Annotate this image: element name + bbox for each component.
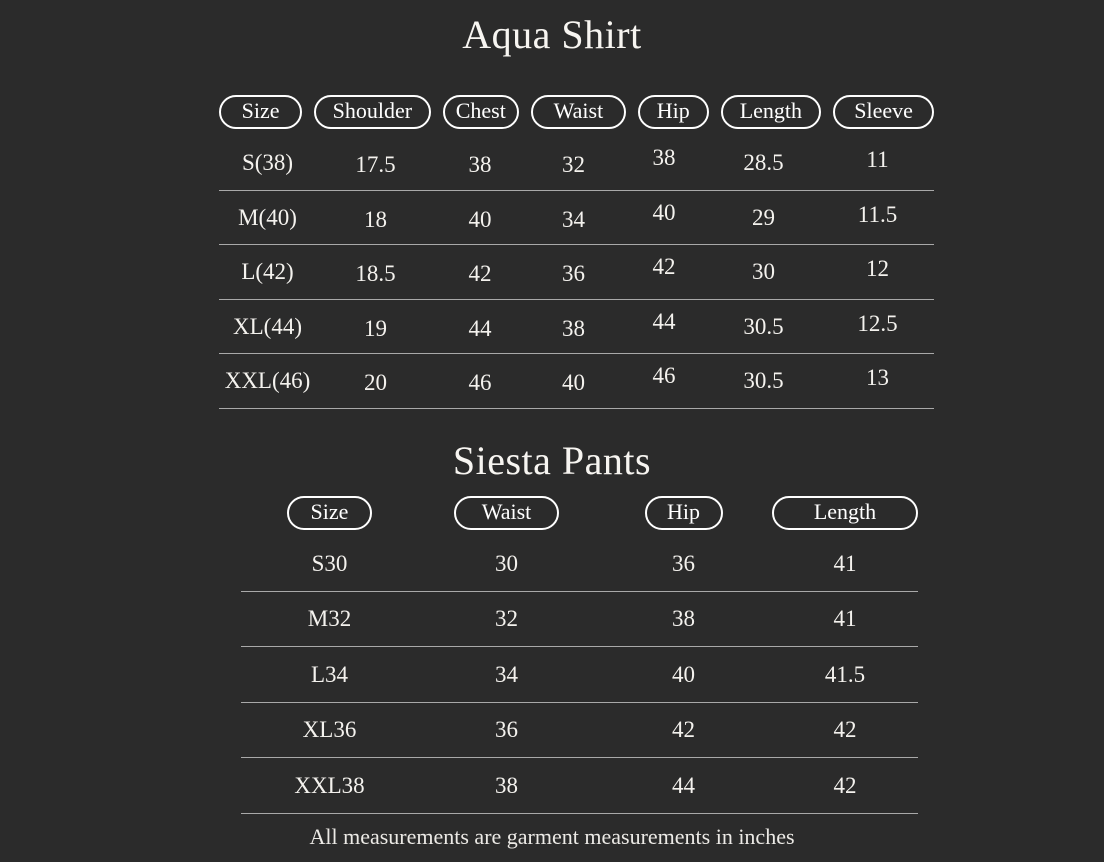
shirt-header-waist	[531, 95, 626, 129]
table-row	[241, 536, 918, 592]
cell-length-value: 29	[752, 204, 775, 230]
cell-length	[706, 315, 821, 338]
cell-shoulder-value: 17.5	[355, 152, 396, 178]
cell-length: 42	[833, 772, 857, 798]
cell-length-value: 30.5	[743, 313, 784, 339]
cell-shoulder	[316, 260, 435, 287]
pants-header-waist	[454, 496, 559, 530]
cell-hip	[622, 254, 706, 283]
cell-sleeve-value: 12	[866, 256, 889, 282]
shirt-header-waist-label: Waist	[553, 98, 604, 123]
cell-chest-value: 44	[468, 315, 492, 341]
cell-hip-value: 38	[652, 145, 676, 171]
cell-shoulder-value: 18.5	[355, 261, 396, 287]
cell-length	[706, 206, 821, 229]
pants-header-hip-label: Hip	[667, 499, 700, 524]
cell-length: 42	[833, 717, 857, 743]
cell-waist	[525, 369, 622, 396]
cell-size: XL(44)	[233, 313, 302, 339]
cell-hip	[622, 363, 706, 392]
pants-header-length-label: Length	[813, 499, 877, 524]
cell-sleeve	[821, 365, 934, 392]
cell-shoulder	[316, 369, 435, 396]
cell-chest	[435, 369, 525, 396]
cell-size: S30	[311, 550, 348, 576]
cell-waist-value: 40	[562, 370, 585, 396]
cell-shoulder	[316, 206, 435, 232]
cell-waist: 36	[495, 717, 518, 743]
cell-sleeve-value: 11	[866, 147, 889, 173]
cell-length	[706, 369, 821, 392]
table-row	[219, 354, 934, 409]
cell-hip-value: 46	[652, 363, 676, 389]
cell-waist	[525, 315, 622, 341]
shirt-header-shoulder	[314, 95, 430, 129]
cell-hip: 38	[672, 606, 695, 632]
cell-length-value: 28.5	[743, 150, 784, 176]
shirt-table-body	[219, 136, 934, 409]
cell-hip	[622, 308, 706, 338]
shirt-header-sleeve	[833, 95, 934, 129]
cell-hip-value: 42	[652, 254, 676, 280]
cell-shoulder	[316, 315, 435, 341]
cell-chest	[435, 260, 525, 287]
cell-sleeve	[821, 147, 934, 174]
pants-header-length-slot	[772, 496, 918, 530]
cell-chest	[435, 315, 525, 341]
cell-hip: 42	[672, 717, 695, 743]
pants-table-body	[241, 536, 918, 814]
cell-sleeve-value: 12.5	[857, 310, 898, 336]
cell-waist: 38	[495, 772, 518, 798]
pants-header-hip-slot	[595, 496, 772, 530]
cell-size: XXL(46)	[224, 368, 311, 394]
cell-size: S(38)	[241, 150, 294, 176]
cell-hip-value: 44	[652, 308, 676, 334]
cell-chest	[435, 151, 525, 178]
table-row	[219, 245, 934, 300]
table-row	[219, 300, 934, 355]
cell-shoulder-value: 20	[364, 370, 387, 396]
cell-length: 41	[833, 606, 857, 632]
cell-hip: 40	[672, 661, 695, 687]
table-row	[241, 758, 918, 814]
cell-hip-value: 40	[652, 199, 676, 225]
cell-shoulder-value: 19	[364, 315, 387, 341]
cell-hip	[622, 199, 706, 229]
cell-waist-value: 32	[562, 152, 585, 178]
shirt-header-length	[721, 95, 822, 129]
shirt-header-size	[219, 95, 302, 129]
shirt-header-hip	[638, 95, 709, 129]
cell-length-value: 30.5	[743, 368, 784, 394]
cell-chest-value: 40	[468, 206, 492, 232]
cell-chest	[435, 206, 525, 232]
shirt-table-title: Aqua Shirt	[462, 12, 642, 57]
table-row	[219, 191, 934, 246]
cell-waist-value: 34	[562, 206, 585, 232]
pants-header-size-label: Size	[310, 499, 349, 524]
shirt-header-hip-label: Hip	[656, 98, 690, 123]
shirt-header-shoulder-label: Shoulder	[332, 98, 413, 123]
cell-size: XL36	[302, 717, 357, 743]
cell-length	[706, 151, 821, 174]
cell-shoulder-value: 18	[364, 206, 387, 232]
cell-length: 41.5	[824, 661, 866, 687]
shirt-header-sleeve-label: Sleeve	[854, 98, 913, 123]
shirt-header-length-label: Length	[739, 98, 803, 123]
pants-header-size-slot	[241, 496, 418, 530]
cell-hip: 44	[672, 772, 695, 798]
cell-waist-value: 38	[562, 315, 585, 341]
cell-waist: 34	[495, 661, 518, 687]
cell-chest-value: 38	[468, 152, 492, 178]
pants-header-waist-slot	[418, 496, 595, 530]
cell-length	[706, 260, 821, 283]
cell-size: L34	[310, 661, 349, 687]
cell-hip	[622, 145, 706, 174]
cell-sleeve-value: 11.5	[857, 201, 898, 227]
table-row	[241, 647, 918, 703]
cell-chest-value: 46	[468, 370, 492, 396]
cell-size: M32	[307, 606, 352, 632]
shirt-header-chest-label: Chest	[455, 98, 506, 123]
shirt-header-chest	[443, 95, 519, 129]
cell-sleeve	[821, 310, 934, 338]
cell-size: M(40)	[238, 204, 297, 230]
cell-shoulder	[316, 151, 435, 178]
pants-header-row	[241, 496, 918, 530]
cell-size: XXL38	[294, 772, 365, 798]
cell-size: L(42)	[241, 259, 294, 285]
measurement-note: All measurements are garment measurements in inches	[309, 824, 795, 849]
table-row	[241, 703, 918, 759]
cell-waist: 30	[495, 550, 518, 576]
cell-waist	[525, 151, 622, 178]
table-row	[219, 136, 934, 191]
cell-hip: 36	[672, 550, 695, 576]
cell-waist: 32	[495, 606, 518, 632]
cell-length-value: 30	[752, 259, 775, 285]
cell-sleeve	[821, 256, 934, 283]
cell-waist-value: 36	[562, 261, 585, 287]
shirt-header-row	[219, 95, 934, 129]
pants-header-size	[287, 496, 372, 530]
cell-waist	[525, 260, 622, 287]
cell-chest-value: 42	[468, 261, 492, 287]
pants-header-length	[772, 496, 918, 530]
pants-header-waist-label: Waist	[481, 499, 532, 524]
pants-header-hip	[645, 496, 723, 530]
pants-table-title: Siesta Pants	[452, 438, 652, 483]
cell-waist	[525, 206, 622, 232]
shirt-header-size-label: Size	[241, 98, 280, 123]
cell-sleeve	[821, 201, 934, 229]
table-row	[241, 592, 918, 648]
cell-length: 41	[833, 550, 857, 576]
cell-sleeve-value: 13	[866, 365, 889, 391]
